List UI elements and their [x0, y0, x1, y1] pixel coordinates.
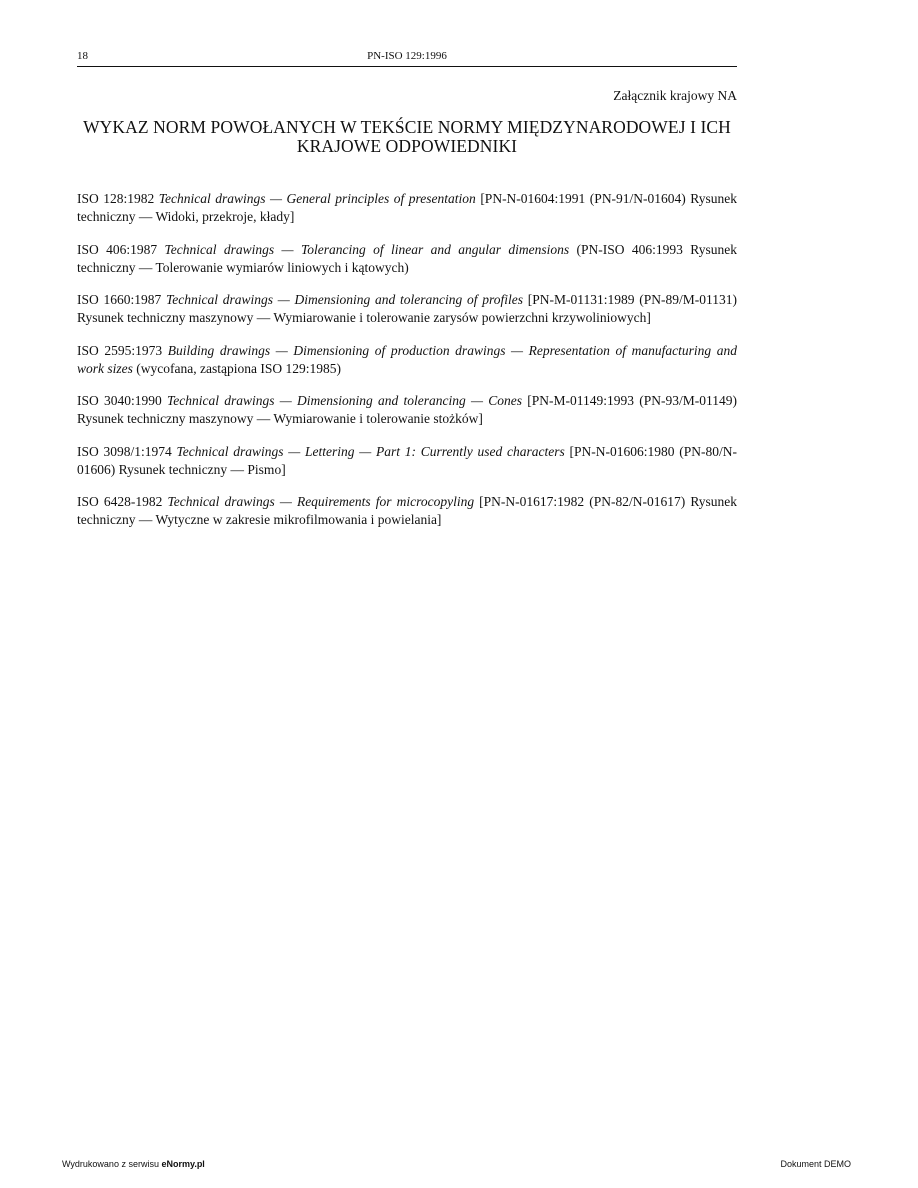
reference-title: Technical drawings — General principles of presentation [158, 191, 476, 206]
reference-entry [77, 291, 737, 327]
reference-entry [77, 443, 737, 479]
reference-entry [77, 392, 737, 428]
reference-polish-equivalent: [PN-N-01604:1991 (PN-91/N-01604) Rysunek techniczny — Widoki, przekroje, kłady] [77, 191, 738, 224]
reference-code: ISO 3040:1990 [77, 393, 162, 408]
reference-code: ISO 2595:1973 [77, 342, 163, 358]
reference-code: ISO 1660:1987 [77, 292, 162, 307]
reference-entry [77, 493, 737, 529]
reference-title: Technical drawings — Dimensioning and tolerancing — Cones [167, 393, 522, 408]
reference-entry [77, 190, 737, 226]
reference-entry [77, 342, 737, 378]
reference-polish-equivalent: [PN-N-01606:1980 (PN-80/N-01606) Rysunek techniczny — Pismo] [77, 443, 737, 477]
footer-demo-label: Dokument DEMO [780, 1159, 851, 1169]
standard-id: PN-ISO 129:1996 [367, 50, 447, 62]
reference-code: ISO 6428-1982 [77, 494, 163, 509]
reference-title: Technical drawings — Tolerancing of linear and angular dimensions [164, 241, 570, 257]
document-title [77, 118, 737, 156]
header-divider [77, 66, 737, 67]
page-number: 18 [77, 50, 88, 62]
page-header [77, 50, 737, 66]
reference-polish-equivalent: (wycofana, zastąpiona ISO 129:1985) [136, 360, 341, 376]
normative-references-list [77, 190, 737, 544]
reference-polish-equivalent: [PN-N-01617:1982 (PN-82/N-01617) Rysunek techniczny — Wytyczne w zakresie mikrofilmowania i powielania] [77, 494, 738, 527]
reference-title: Technical drawings — Dimensioning and tolerancing of profiles [166, 292, 524, 307]
reference-code: ISO 128:1982 [77, 191, 155, 206]
reference-code: ISO 406:1987 [77, 241, 158, 257]
reference-polish-equivalent: [PN-M-01131:1989 (PN-89/M-01131) Rysunek techniczny maszynowy — Wymiarowanie i tolerowanie zarysów powierzchni krzywoliniowych] [77, 292, 738, 325]
footer-source [62, 1159, 205, 1169]
annex-label: Załącznik krajowy NA [613, 88, 737, 103]
reference-polish-equivalent: (PN-ISO 406:1993 Rysunek techniczny — Tolerowanie wymiarów liniowych i kątowych) [77, 241, 737, 275]
document-title-line-2: KRAJOWE ODPOWIEDNIKI [296, 136, 518, 156]
footer-brand-link[interactable]: eNormy.pl [161, 1159, 205, 1169]
document-title-line-1: WYKAZ NORM POWOŁANYCH W TEKŚCIE NORMY MIĘDZYNARODOWEJ I ICH [83, 117, 731, 137]
reference-polish-equivalent: [PN-M-01149:1993 (PN-93/M-01149) Rysunek techniczny maszynowy — Wymiarowanie i tolerowanie stożków] [77, 393, 737, 426]
reference-entry [77, 241, 737, 277]
reference-code: ISO 3098/1:1974 [77, 443, 172, 459]
reference-title: Building drawings — Dimensioning of production drawings — Representation of manufacturing and work sizes [77, 342, 737, 376]
reference-title: Technical drawings — Lettering — Part 1: Currently used characters [176, 443, 565, 459]
footer-printed-from: Wydrukowano z serwisu [62, 1159, 159, 1169]
reference-title: Technical drawings — Requirements for microcopyling [167, 494, 475, 509]
